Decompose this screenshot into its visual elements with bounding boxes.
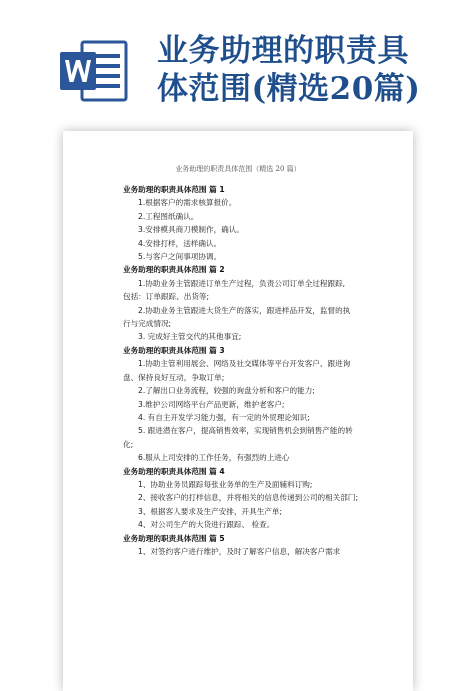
- paragraph-line: 4.安排打样，送样确认。: [138, 238, 222, 248]
- paragraph-line: 4、对公司生产的大货进行跟踪、 检查。: [138, 520, 275, 530]
- paragraph-line: 3、根据客人要求及生产安排，开具生产单;: [138, 506, 283, 516]
- paragraph-line: 5. 跟进潜在客户，提高销售效率，实现销售机会到销售产能的转: [138, 426, 353, 436]
- document-body: [123, 183, 423, 558]
- section-heading: 业务助理的职责具体范围 篇 1: [123, 185, 225, 194]
- paragraph-line: 2.了解出口业务流程，较强的询盘分析和客户的能力;: [138, 386, 315, 396]
- paragraph-line: 2、接收客户的打样信息，并将相关的信息传递到公司的相关部门;: [138, 493, 359, 503]
- paragraph-line: 3.安排模具商刀模制作，确认。: [138, 225, 244, 235]
- page-title-line-1: 业务助理的职责具: [157, 33, 409, 69]
- section-heading: 业务助理的职责具体范围 篇 2: [123, 265, 225, 275]
- paragraph-line: 1.协助业务主管跟进订单生产过程，负责公司订单全过程跟踪,: [138, 278, 346, 288]
- paragraph-line: 行与完成情况;: [123, 319, 172, 329]
- paragraph-line: 1.协助主管利用展会、网络及社交媒体等平台开发客户、跟进询: [138, 359, 351, 369]
- paragraph-line: 2.工程图纸确认。: [138, 211, 199, 221]
- paragraph-line: 3. 完成好主管交代的其他事宜;: [138, 332, 242, 342]
- document-page: [63, 131, 413, 691]
- paragraph-line: 盘、保持良好互动，争取订单;: [123, 372, 225, 382]
- section-heading: 业务助理的职责具体范围 篇 4: [123, 466, 225, 476]
- page-header: [0, 0, 474, 128]
- paragraph-line: 1、协助业务员跟踪每张业务单的生产及面辅料订购;: [138, 479, 313, 489]
- document-running-header: 业务助理的职责具体范围（精选 20 篇）: [175, 165, 301, 173]
- section-heading: 业务助理的职责具体范围 篇 5: [123, 533, 225, 543]
- paragraph-line: 包括：订单跟踪、出货等;: [123, 292, 210, 302]
- paragraph-line: 1.根据客户的需求核算报价。: [138, 198, 237, 208]
- paragraph-line: 5.与客户之间事项协调。: [138, 252, 222, 262]
- word-document-icon: [58, 40, 128, 102]
- paragraph-line: 化;: [123, 439, 134, 449]
- section-heading: 业务助理的职责具体范围 篇 3: [123, 345, 225, 355]
- paragraph-line: 4. 有自主开发学习能力强，有一定的外贸理论知识;: [138, 412, 310, 422]
- paragraph-line: 2.协助业务主管跟进大货生产的落实，跟进样品开发，监督的执: [138, 305, 351, 315]
- paragraph-line: 1、对签约客户进行维护，及时了解客户信息，解决客户需求: [138, 546, 341, 556]
- paragraph-line: 6.服从上司安排的工作任务，有强烈的上进心: [138, 453, 290, 463]
- paragraph-line: 3.维护公司网络平台产品更新，维护老客户;: [138, 399, 285, 409]
- page-title-line-2: 体范围(精选20篇): [157, 71, 421, 107]
